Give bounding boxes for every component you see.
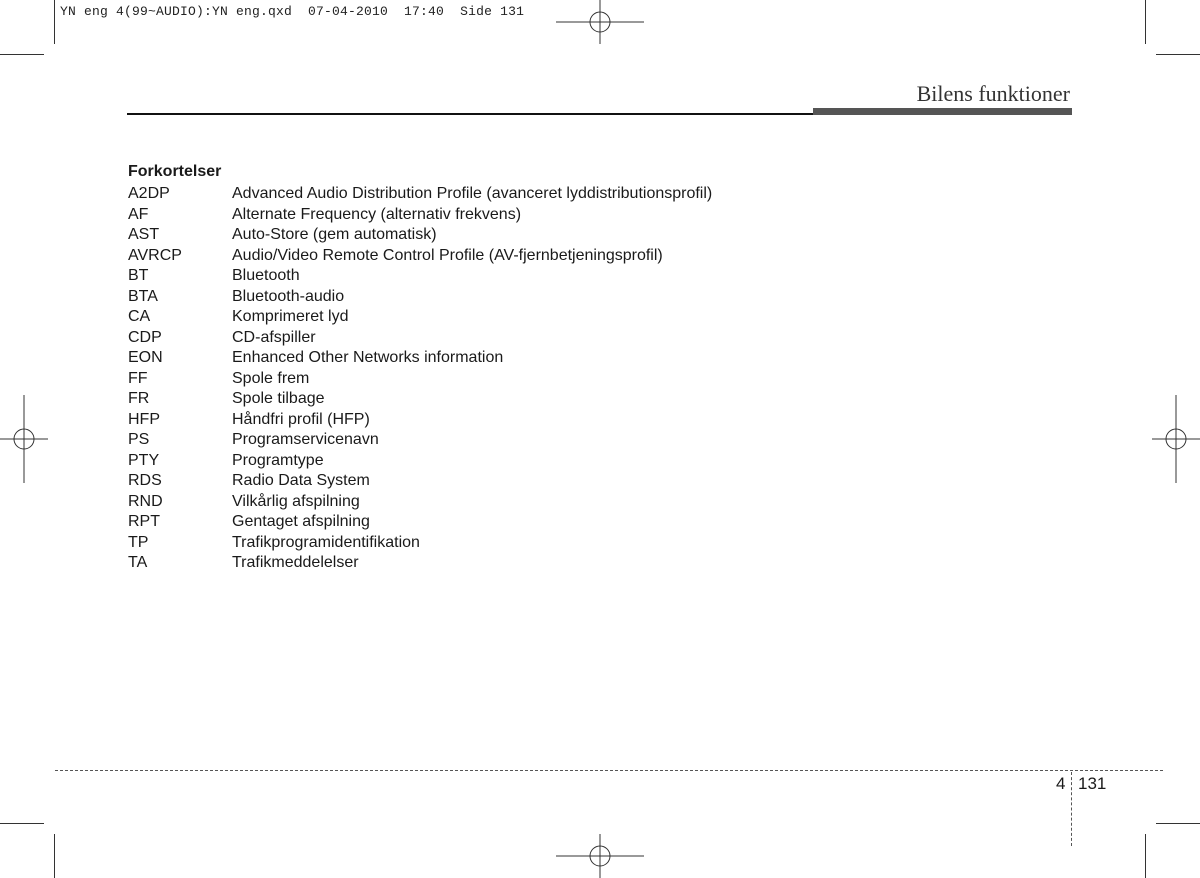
abbreviation-code: PTY xyxy=(128,451,160,469)
abbreviation-code: CA xyxy=(128,308,151,325)
abbreviation-description: Trafikmeddelelser xyxy=(232,554,359,571)
abbreviation-description: CD-afspiller xyxy=(232,328,316,346)
abbreviation-description: Spole tilbage xyxy=(232,390,325,407)
abbreviation-code: RND xyxy=(128,492,163,510)
registration-mark-left-icon xyxy=(0,395,48,483)
crop-mark-bottom-left-v xyxy=(54,834,55,878)
abbreviation-description: Håndfri profil (HFP) xyxy=(232,410,370,428)
abbreviation-row xyxy=(128,410,712,431)
abbreviation-row xyxy=(128,328,712,349)
abbreviation-code: AVRCP xyxy=(128,246,182,264)
abbreviation-code: HFP xyxy=(128,410,160,428)
abbreviations-section xyxy=(128,161,712,574)
abbreviation-row xyxy=(128,492,712,513)
abbreviation-description: Auto-Store (gem automatisk) xyxy=(232,226,437,243)
crop-mark-bottom-left-h xyxy=(0,823,44,824)
abbreviation-code: CDP xyxy=(128,328,162,346)
abbreviation-description: Bluetooth-audio xyxy=(232,287,345,305)
page-number: 131 xyxy=(1078,774,1107,793)
abbreviation-code: BT xyxy=(128,267,149,284)
crop-mark-bottom-right-v xyxy=(1145,834,1146,878)
abbreviation-row xyxy=(128,246,712,267)
abbreviation-description: Trafikprogramidentifikation xyxy=(232,533,420,551)
crop-mark-top-left-h xyxy=(0,54,44,55)
abbreviation-description: Audio/Video Remote Control Profile (AV-fjernbetjeningsprofil) xyxy=(232,246,663,264)
abbreviation-description: Bluetooth xyxy=(232,267,300,284)
abbreviation-row xyxy=(128,533,712,554)
abbreviation-row xyxy=(128,348,712,369)
abbreviation-row xyxy=(128,389,712,410)
registration-mark-right-icon xyxy=(1152,395,1200,483)
abbreviation-code: TP xyxy=(128,533,149,551)
abbreviation-row xyxy=(128,287,712,308)
abbreviation-description: Vilkårlig afspilning xyxy=(232,492,360,510)
crop-mark-top-right-h xyxy=(1156,54,1200,55)
chapter-number: 4 xyxy=(1056,774,1066,793)
abbreviation-description: Enhanced Other Networks information xyxy=(232,349,504,366)
abbreviation-description: Komprimeret lyd xyxy=(232,308,349,325)
header-rule-thin xyxy=(127,113,813,115)
abbreviation-description: Alternate Frequency (alternativ frekvens) xyxy=(232,205,522,223)
abbreviation-description: Radio Data System xyxy=(232,472,370,489)
abbreviation-code: RDS xyxy=(128,472,162,489)
abbreviations-list xyxy=(128,184,712,574)
abbreviation-code: TA xyxy=(128,554,148,571)
abbreviation-row xyxy=(128,451,712,472)
abbreviation-code: AF xyxy=(128,205,149,223)
crop-mark-top-right-v xyxy=(1145,0,1146,44)
abbreviation-code: BTA xyxy=(128,287,158,305)
registration-mark-bottom-icon xyxy=(556,834,644,878)
footer-dashed-divider xyxy=(1071,772,1072,846)
abbreviation-description: Gentaget afspilning xyxy=(232,513,370,530)
crop-mark-top-left-v xyxy=(54,0,55,44)
abbreviation-description: Programservicenavn xyxy=(232,431,379,448)
registration-mark-top-icon xyxy=(556,0,644,44)
abbreviation-row xyxy=(128,225,712,246)
abbreviation-code: EON xyxy=(128,349,163,366)
abbreviation-code: FF xyxy=(128,369,148,387)
abbreviation-row xyxy=(128,553,712,574)
abbreviations-heading: Forkortelser xyxy=(128,163,222,180)
section-title: Bilens funktioner xyxy=(916,81,1070,106)
abbreviation-code: RPT xyxy=(128,513,160,530)
print-slug-line: YN eng 4(99~AUDIO):YN eng.qxd 07-04-2010 17:40 Side 131 xyxy=(60,4,525,19)
abbreviation-code: A2DP xyxy=(128,185,170,202)
header-rule-thick xyxy=(813,108,1072,115)
abbreviation-code: PS xyxy=(128,431,150,448)
crop-mark-bottom-right-h xyxy=(1156,823,1200,824)
abbreviation-row xyxy=(128,266,712,287)
footer-dashed-rule xyxy=(55,770,1163,771)
abbreviation-row xyxy=(128,512,712,533)
abbreviation-description: Spole frem xyxy=(232,369,310,387)
abbreviation-row xyxy=(128,430,712,451)
abbreviation-description: Programtype xyxy=(232,451,324,469)
abbreviation-code: FR xyxy=(128,390,150,407)
abbreviation-row xyxy=(128,471,712,492)
abbreviation-description: Advanced Audio Distribution Profile (avanceret lyddistributionsprofil) xyxy=(232,185,713,202)
abbreviation-row xyxy=(128,184,712,205)
abbreviation-row xyxy=(128,369,712,390)
abbreviation-code: AST xyxy=(128,226,160,243)
abbreviation-row xyxy=(128,307,712,328)
abbreviation-row xyxy=(128,205,712,226)
